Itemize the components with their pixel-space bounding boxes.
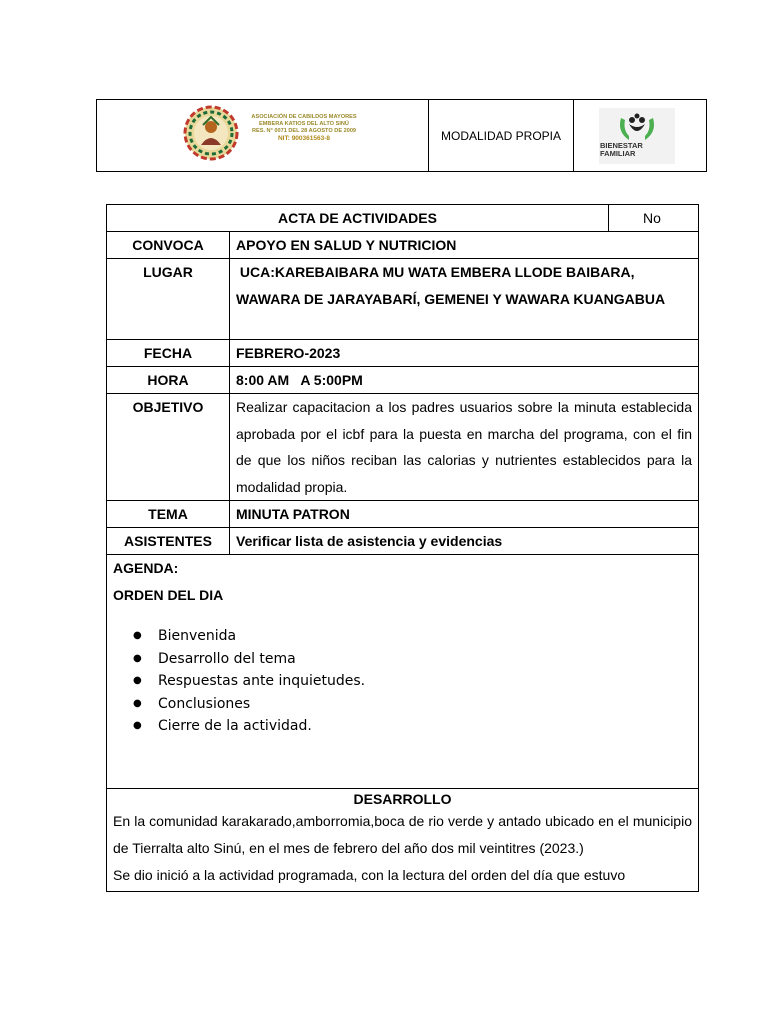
lugar-label: LUGAR	[107, 259, 230, 340]
asistentes-value: Verificar lista de asistencia y evidencias	[230, 528, 699, 555]
icbf-line-1: BIENESTAR	[600, 141, 643, 150]
association-line-2: EMBERA KATIOS DEL ALTO SINÚ	[259, 121, 349, 127]
desarrollo-row	[107, 789, 699, 892]
objetivo-label: OBJETIVO	[107, 394, 230, 501]
objetivo-row	[107, 394, 699, 501]
association-line-1: ASOCIACIÓN DE CABILDOS MAYORES	[251, 114, 357, 120]
tema-value: MINUTA PATRON	[230, 501, 699, 528]
asistentes-row	[107, 528, 699, 555]
association-nit: NIT: 900361563-8	[277, 135, 331, 142]
asistentes-label: ASISTENTES	[107, 528, 230, 555]
acta-title: ACTA DE ACTIVIDADES	[107, 205, 609, 232]
association-logo	[183, 105, 239, 161]
fecha-label: FECHA	[107, 340, 230, 367]
association-line-3: RES. N° 0071 DEL 28 AGOSTO DE 2009	[251, 128, 357, 134]
agenda-cell	[107, 555, 699, 789]
convoca-value: APOYO EN SALUD Y NUTRICION	[230, 232, 699, 259]
convoca-label: CONVOCA	[107, 232, 230, 259]
agenda-item: ● Cierre de la actividad.	[158, 715, 692, 738]
fecha-row	[107, 340, 699, 367]
hora-label: HORA	[107, 367, 230, 394]
agenda-list	[113, 625, 692, 738]
modalidad-cell	[429, 100, 574, 171]
modalidad-label: MODALIDAD PROPIA	[440, 128, 562, 143]
icbf-logo-cell	[574, 100, 706, 171]
agenda-item: ● Desarrollo del tema	[158, 648, 692, 671]
tema-label: TEMA	[107, 501, 230, 528]
acta-table	[106, 204, 699, 892]
agenda-row	[107, 555, 699, 789]
hora-row	[107, 367, 699, 394]
desarrollo-cell	[107, 789, 699, 892]
desarrollo-paragraph-1: En la comunidad karakarado,amborromia,boca de rio verde y antado ubicado en el municipio de Tierralta alto Sinú, en el mes de febrero del año dos mil veintitres (2023.)	[113, 813, 692, 856]
acta-number-label: No	[609, 205, 699, 232]
icbf-line-2: FAMILIAR	[600, 149, 636, 158]
fecha-value: FEBRERO-2023	[230, 340, 699, 367]
agenda-item: ● Respuestas ante inquietudes.	[158, 670, 692, 693]
agenda-heading: AGENDA:	[113, 560, 179, 576]
desarrollo-paragraph-2: Se dio inició a la actividad programada, con la lectura del orden del día que estuvo	[113, 867, 626, 883]
desarrollo-title: DESARROLLO	[353, 791, 452, 807]
document-header	[96, 99, 707, 172]
convoca-row	[107, 232, 699, 259]
lugar-row	[107, 259, 699, 340]
association-logo-cell	[97, 100, 429, 171]
lugar-value: UCA:KAREBAIBARA MU WATA EMBERA LLODE BAIBARA, WAWARA DE JARAYABARÍ, GEMENEI Y WAWARA KUANGABUA	[230, 259, 699, 340]
orden-del-dia-heading: ORDEN DEL DIA	[113, 587, 224, 603]
hora-value: 8:00 AM A 5:00PM	[230, 367, 699, 394]
tema-row	[107, 501, 699, 528]
agenda-item: ● Conclusiones	[158, 693, 692, 716]
acta-title-row	[107, 205, 699, 232]
association-name	[245, 114, 363, 142]
icbf-wordmark	[600, 142, 676, 158]
agenda-item: ● Bienvenida	[158, 625, 692, 648]
objetivo-value: Realizar capacitacion a los padres usuarios sobre la minuta establecida aprobada por el icbf para la puesta en marcha del programa, con el fin de que los niños reciban las calorias y nutrientes establecidos para la modalidad propia.	[230, 394, 699, 501]
